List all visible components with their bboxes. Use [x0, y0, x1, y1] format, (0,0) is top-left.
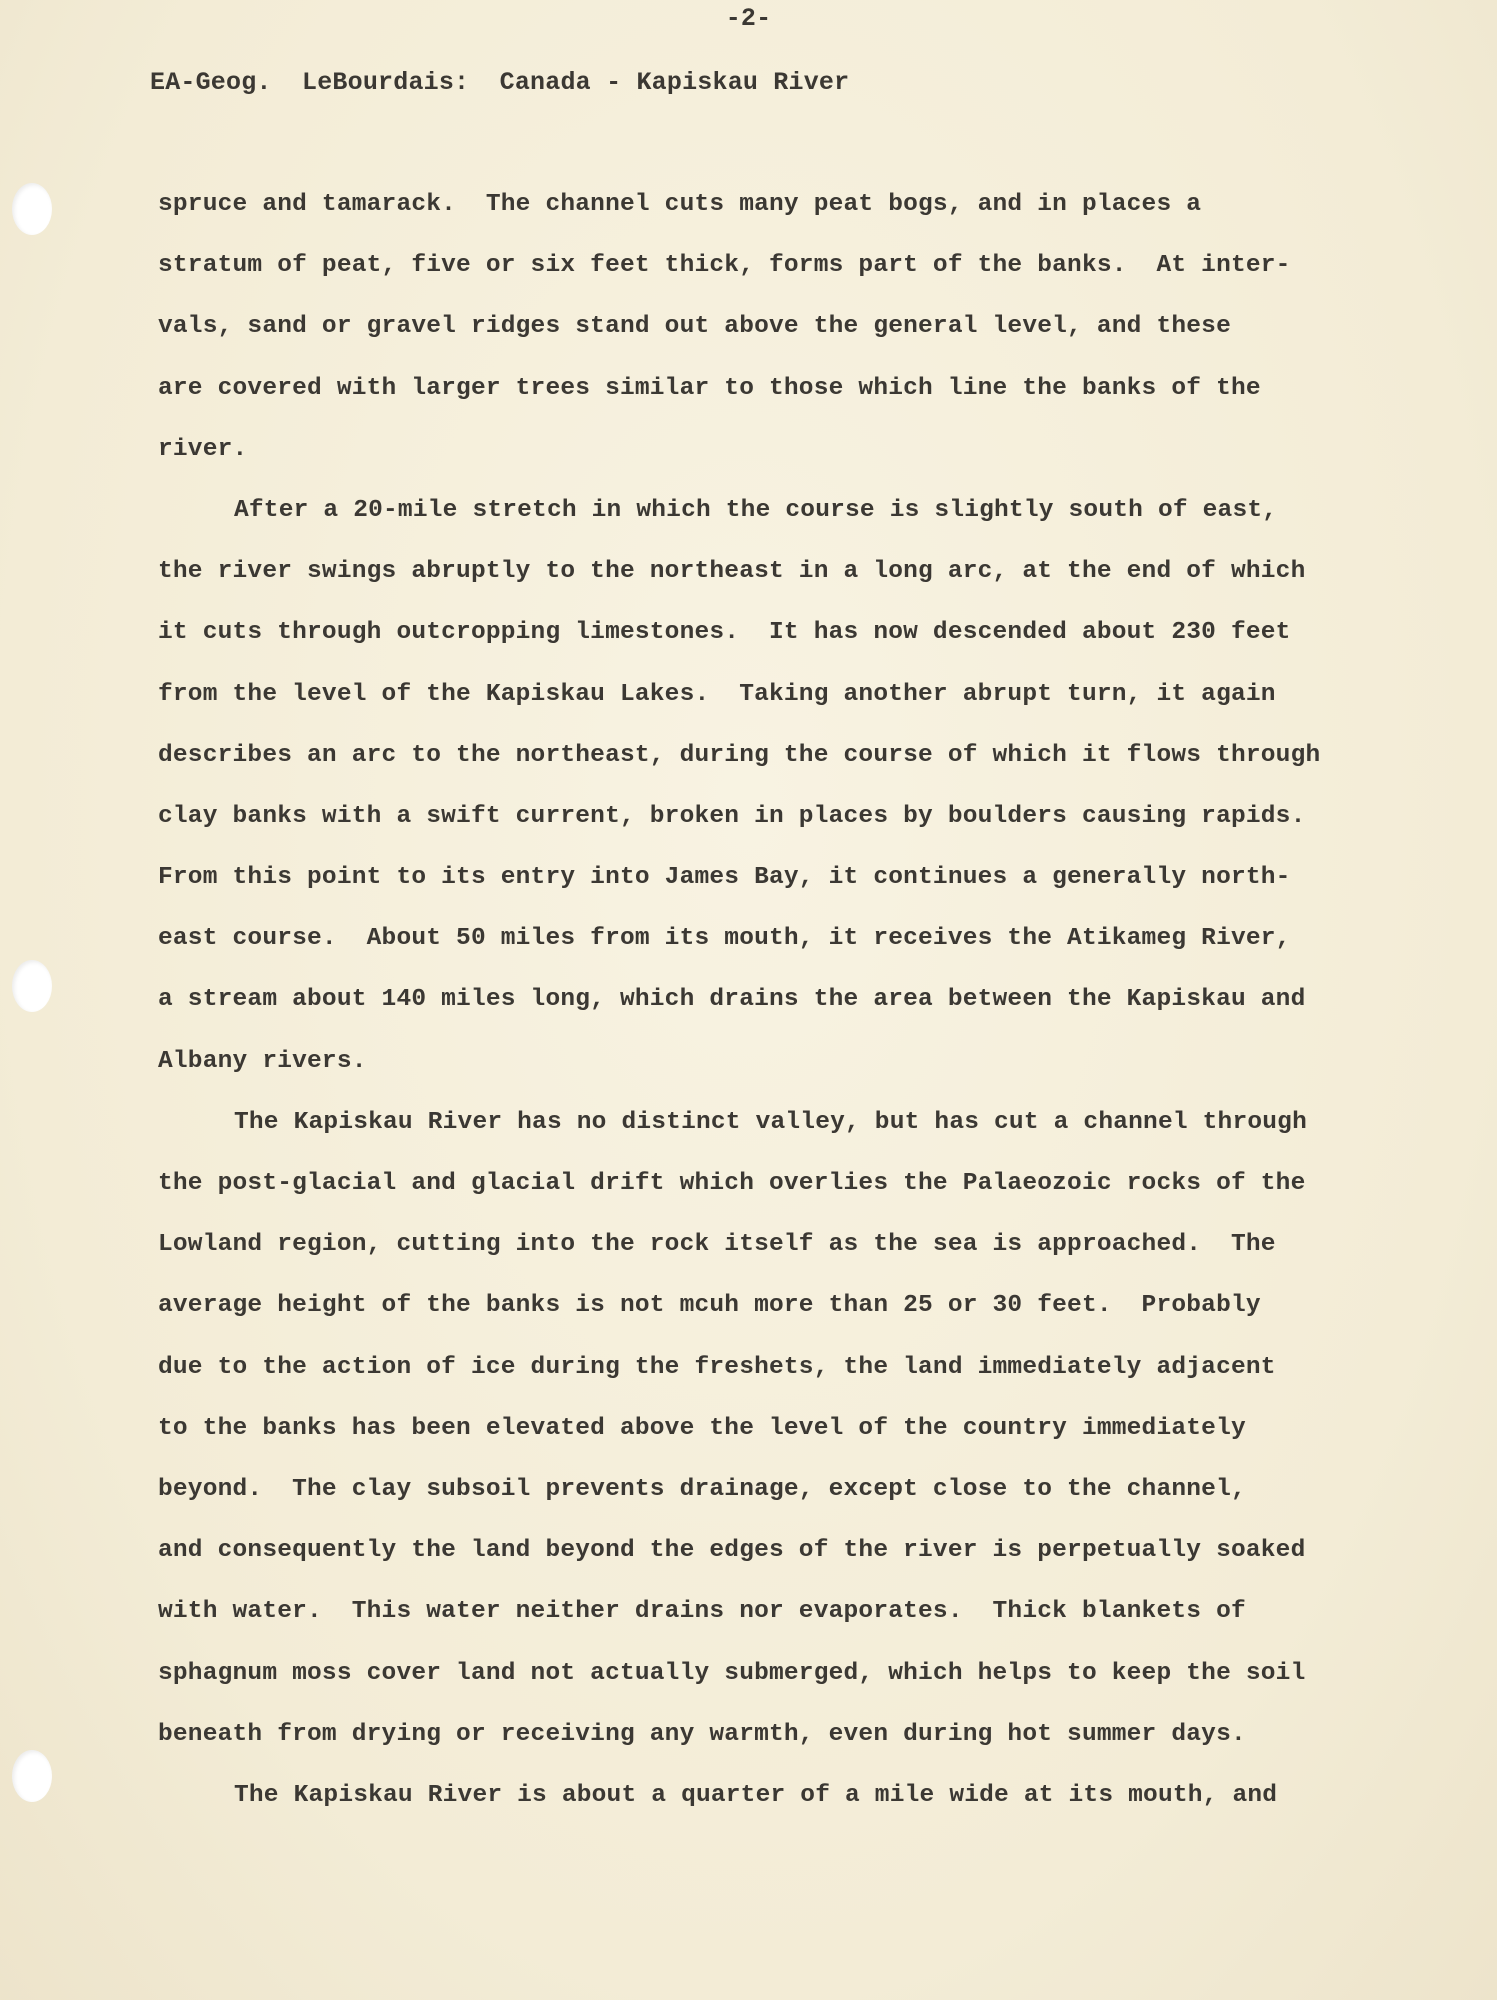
text-line: a stream about 140 miles long, which drains the area between the Kapiskau and [158, 986, 1306, 1014]
text-line: it cuts through outcropping limestones. It has now descended about 230 feet [158, 619, 1291, 647]
document-heading: EA-Geog. LeBourdais: Canada - Kapiskau River [150, 68, 850, 97]
text-line: spruce and tamarack. The channel cuts many peat bogs, and in places a [158, 191, 1202, 218]
text-line: east course. About 50 miles from its mouth, it receives the Atikameg River, [158, 925, 1291, 953]
body-text [158, 193, 1358, 1845]
text-line: are covered with larger trees similar to those which line the banks of the [158, 374, 1261, 402]
text-line: Albany rivers. [158, 1047, 367, 1075]
text-line: from the level of the Kapiskau Lakes. Taking another abrupt turn, it again [158, 680, 1276, 708]
text-line: the river swings abruptly to the northeast in a long arc, at the end of which [158, 558, 1306, 586]
text-line: the post-glacial and glacial drift which overlies the Palaeozoic rocks of the [158, 1170, 1306, 1197]
text-line: describes an arc to the northeast, during the course of which it flows through [158, 741, 1321, 769]
text-line: After a 20-mile stretch in which the course is slightly south of east, [234, 496, 1278, 524]
page-number: -2- [725, 4, 772, 33]
text-line: The Kapiskau River has no distinct valley, but has cut a channel through [234, 1108, 1307, 1136]
text-line: and consequently the land beyond the edges of the river is perpetually soaked [158, 1537, 1306, 1565]
text-line: Lowland region, cutting into the rock itself as the sea is approached. The [158, 1231, 1276, 1259]
punch-hole-top [12, 183, 52, 235]
text-line: sphagnum moss cover land not actually submerged, which helps to keep the soil [158, 1659, 1306, 1687]
text-line: beneath from drying or receiving any warmth, even during hot summer days. [158, 1720, 1246, 1748]
text-line: average height of the banks is not mcuh more than 25 or 30 feet. Probably [158, 1292, 1261, 1320]
text-line: From this point to its entry into James Bay, it continues a generally north- [158, 864, 1291, 892]
text-line: beyond. The clay subsoil prevents drainage, except close to the channel, [158, 1475, 1246, 1503]
text-line: to the banks has been elevated above the level of the country immediately [158, 1414, 1246, 1442]
text-line: due to the action of ice during the freshets, the land immediately adjacent [158, 1353, 1276, 1381]
text-line: stratum of peat, five or six feet thick, forms part of the banks. At inter- [158, 252, 1291, 280]
text-line: river. [158, 435, 248, 463]
text-line: vals, sand or gravel ridges stand out above the general level, and these [158, 313, 1231, 341]
punch-hole-middle [12, 960, 52, 1012]
text-line: with water. This water neither drains nor evaporates. Thick blankets of [158, 1598, 1246, 1626]
text-line: clay banks with a swift current, broken in places by boulders causing rapids. [158, 802, 1306, 830]
punch-hole-bottom [12, 1750, 52, 1802]
text-line: The Kapiskau River is about a quarter of a mile wide at its mouth, and [234, 1781, 1278, 1809]
